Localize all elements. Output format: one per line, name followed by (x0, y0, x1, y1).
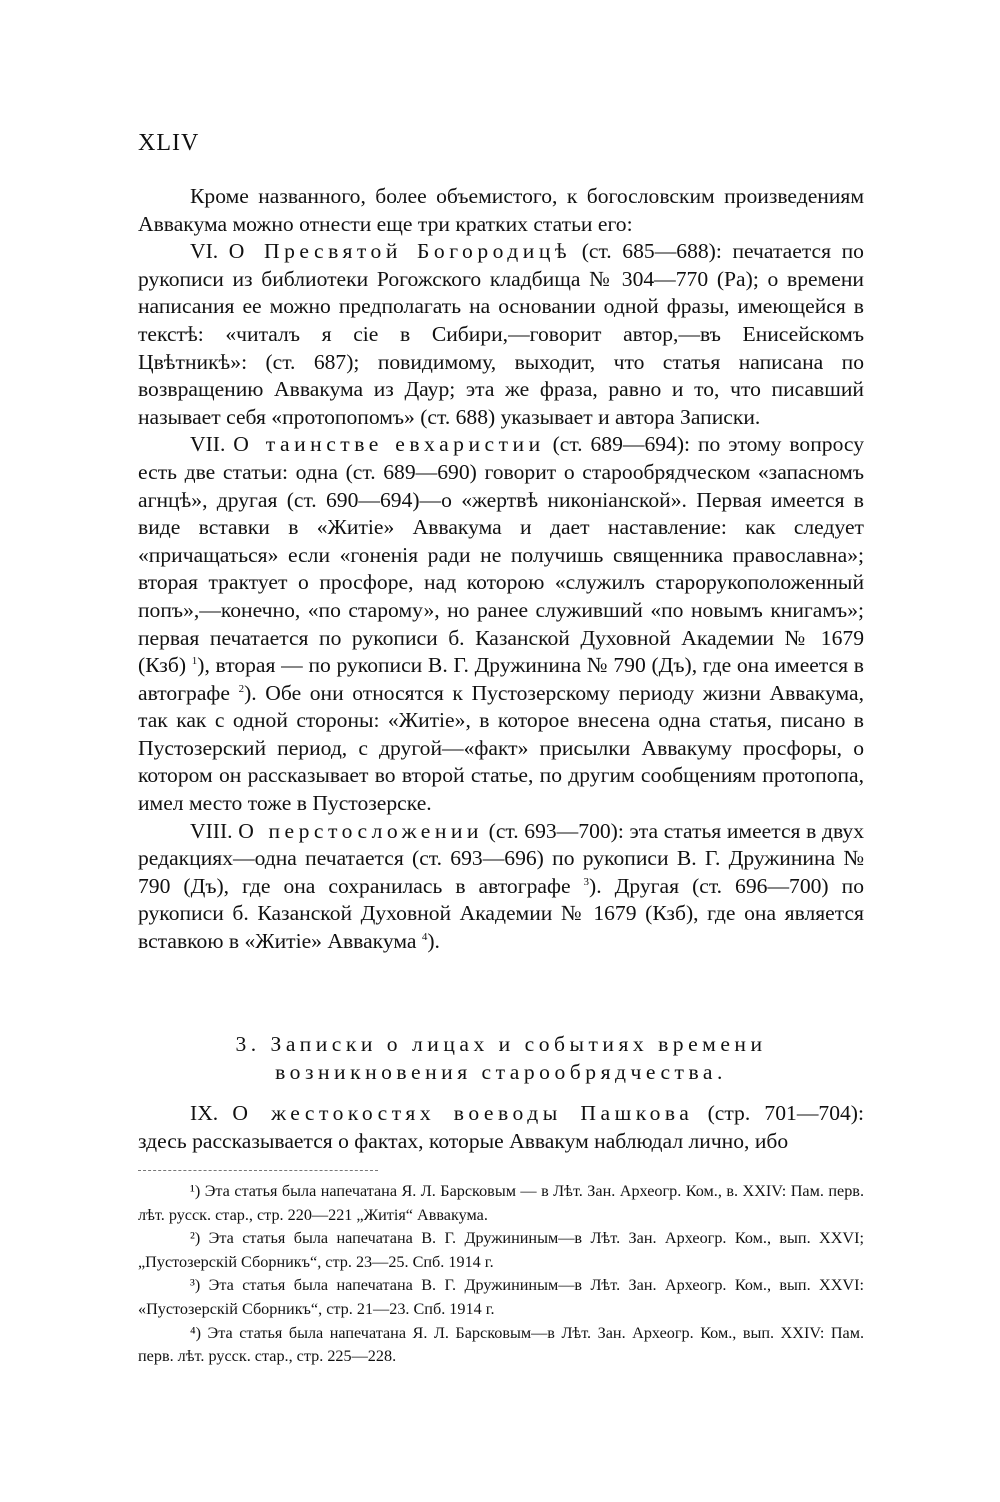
paragraph-vi (138, 238, 864, 431)
item-text: ). Обе они относятся к Пустозерскому периоду жизни Аввакума, так как с одной стороны: «Житіе», в которое внесена одна статья, писано в Пустозерский период, с другой—«факт» присылки Аввакуму просфоры, о котором он рассказывает во второй статье, по другим сообщениям протопопа, имел место тоже в Пустозерске. (138, 680, 864, 816)
footnote: ³) Эта статья была напечатана В. Г. Дружининым—в Лѣт. Зан. Археогр. Ком., вып. XXVI: «Пустозерскій Сборникъ“, стр. 21—23. Спб. 1914 г. (138, 1276, 864, 1318)
footnote: ²) Эта статья была напечатана В. Г. Дружининым—в Лѣт. Зан. Археогр. Ком., вып. XXVI; „Пустозерскій Сборникъ“, стр. 23—25. Спб. 1914 г. (138, 1229, 864, 1271)
paragraph-vii: VII. О таинстве евхаристии (ст. 689—694): по этому вопросу есть две статьи: одна (ст. 689—690) говорит о старообрядческом «запасномъ агнцѣ», другая (ст. 690—694)—о «жертвѣ никоніанской». Первая имеется в виде вставки в «Житіе» Аввакума и дает наставление: как следует «причащаться» если «гоненія ради не получишь священника православна»; вторая трактует о просфоре, над которою «служилъ старорукоположенный попъ»,—конечно, «по старому», но ранее служивший «по новымъ книгамъ»; первая печатается по рукописи б. Казанской Духовной Академии № 1679 (Кзб) $^1$), вторая — по рукописи В. Г. Дружинина № 790 (Дъ), где она имеется в автографе $^2$). Обе они относятся к Пустозерскому периоду жизни Аввакума, так как с одной стороны: «Житіе», в которое внесена одна статья, писано в Пустозерский период, с другой—«факт» присылки Аввакуму просфоры, о котором он рассказывает во второй статье, по другим сообщениям протопопа, имел место тоже в Пустозерске. (138, 432, 865, 816)
item-text: , вторая — по рукописи В. Г. Дружинина № 790 (Дъ), где она имеется в автографе (138, 653, 864, 705)
paragraph-ix (138, 1099, 864, 1155)
item-text: ). (427, 929, 440, 954)
footnote-ref: 4 (421, 930, 428, 943)
footnote: ¹) Эта статья была напечатана Я. Л. Барсковым — в Лѣт. Зан. Археогр. Ком., в. XXIV: Пам. перв. лѣт. русск. стар., стр. 220—221 „Житія“ Аввакума. (138, 1182, 864, 1224)
footnote: ⁴) Эта статья была напечатана Я. Л. Барсковым—в Лѣт. Зан. Археогр. Ком., вып. XXIV: Пам. перв. лѣт. русск. стар., стр. 225—228. (138, 1323, 864, 1366)
item-title: О перстосложении (238, 818, 483, 843)
paragraph-intro: Кроме названного, более объемистого, к богословским произведениям Аввакума можно отнести еще три кратких статьи его: (138, 184, 864, 236)
footnotes (138, 1180, 864, 1369)
item-number: VII. (190, 432, 226, 457)
item-text: (ст. 685—688): печатается по рукописи из библиотеки Рогожского кладбища № 304—770 (Ра); о времени написания ее можно предполагать на основании одной фразы, имеющейся в текстѣ: «читалъ я сіе в Сибири,—говорит автор,—въ Енисейскомъ Цвѣтникѣ»: (ст. 687); повидимому, выходит, что статья написана по возвращению Аввакума из Даур; эта же фраза, равно и то, что писавший называет себя «протопопомъ» (ст. 688) указывает и автора Записки. (138, 239, 864, 429)
item-text: (ст. 693—700): эта статья имеется в двух редакциях—одна печатается (ст. 693—696) по рукописи В. Г. Дружинина № 790 (Дъ), где она сохранилась в автографе (138, 818, 864, 898)
paragraph-viii (138, 818, 864, 956)
section-heading: 3. Записки о лицах и событиях времени возникновения старообрядчества. (235, 1032, 767, 1084)
item-text: ). Другая (ст. 696—700) по рукописи б. Казанской Духовной Академии № 1679 (Кзб), где она является вставкою в «Житіе» Аввакума (138, 873, 864, 954)
item-text: (ст. 689—694): по этому вопросу есть две статьи: одна (ст. 689—690) говорит о старообрядческом «запасномъ агнцѣ», другая (ст. 690—694)—о «жертвѣ никоніанской». Первая имеется в виде вставки в «Житіе» Аввакума и дает наставление: как следует «причащаться» если «гоненія ради не получишь священника православна»; вторая трактует о просфоре, над которою «служилъ старорукоположенный попъ»,—конечно, «по старому», но ранее служивший «по новымъ книгамъ»; первая печатается по рукописи б. Казанской Духовной Академии № 1679 (Кзб) (138, 432, 865, 678)
item-number: IX. (190, 1101, 219, 1125)
item-number: VI. (190, 239, 219, 264)
footnote-ref: 3 (583, 875, 590, 888)
item-title: О таинстве евхаристии (233, 432, 545, 457)
item-text: (стр. 701—704): здесь рассказывается о фактах, которые Аввакум наблюдал лично, ибо (138, 1101, 864, 1153)
main-text (138, 183, 864, 956)
main-text-continued (138, 1099, 864, 1155)
footnote-divider (138, 1170, 378, 1171)
item-number: VIII. (190, 818, 233, 843)
footnote-ref: 1 (191, 654, 198, 667)
item-title: О Пресвятой Богородицѣ (228, 239, 572, 264)
page-number: XLIV (138, 130, 200, 156)
footnote-ref: 2 (238, 682, 245, 695)
item-title: О жестокостях воеводы Пашкова (232, 1101, 694, 1125)
